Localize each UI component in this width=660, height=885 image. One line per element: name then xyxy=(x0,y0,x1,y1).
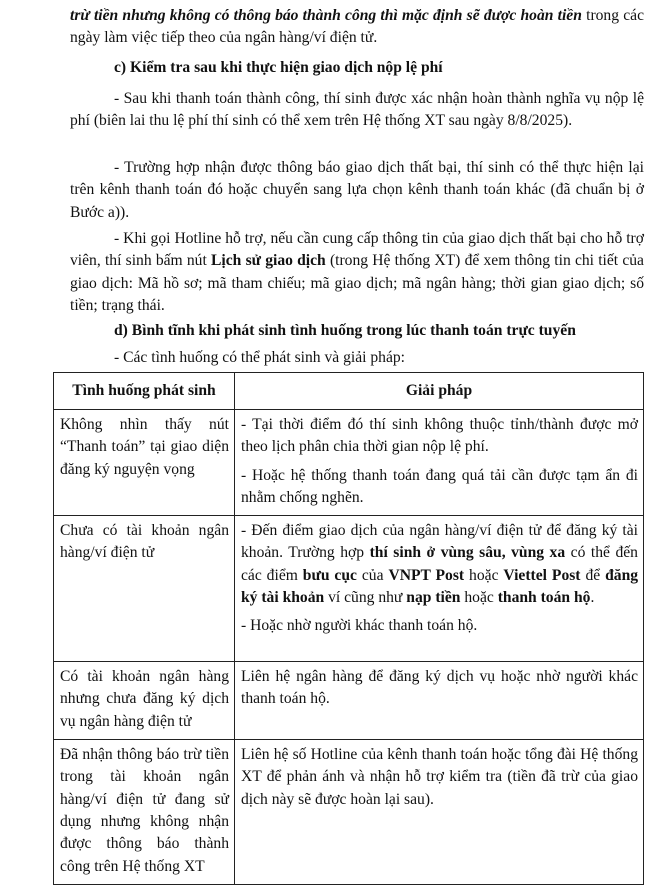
solution-line: - Tại thời điểm đó thí sinh không thuộc tỉnh/thành được mở theo lịch phân chia thời gian nộp lệ phí. xyxy=(241,416,638,456)
solution-bold: bưu cục xyxy=(302,566,357,584)
solution-cell xyxy=(235,516,644,662)
solution-text: hoặc xyxy=(464,566,504,584)
para3-text-b: (trong Hệ thống XT) để xem thông tin chi tiết của giao dịch: Mã hồ sơ; mã tham chiếu; mã giao dịch; mã ngân hàng; thời gian giao dịch; số tiền; trạng thái. xyxy=(70,252,644,314)
solution-line: Liên hệ ngân hàng để đăng ký dịch vụ hoặc nhờ người khác thanh toán hộ. xyxy=(241,668,638,708)
situations-table xyxy=(53,372,644,885)
solution-bold: đăng ký tài khoản xyxy=(241,566,639,607)
solution-bold: thí sinh ở vùng sâu, vùng xa xyxy=(369,544,566,562)
intro-bold-italic: trừ tiền nhưng không có thông báo thành công thì mặc định sẽ được hoàn tiền xyxy=(70,7,582,24)
solution-text: hoặc xyxy=(460,589,498,607)
solution-text: . xyxy=(590,589,595,607)
solution-text: để xyxy=(580,566,606,584)
table-row xyxy=(54,740,644,885)
table-header-row xyxy=(54,373,644,410)
solution-cell xyxy=(235,410,644,516)
section-c-para3 xyxy=(70,228,644,317)
solution-bold: nạp tiền xyxy=(406,589,461,607)
section-c-heading: c) Kiểm tra sau khi thực hiện giao dịch nộp lệ phí xyxy=(114,59,443,76)
solution-bold: Viettel Post xyxy=(503,566,581,584)
header-solution: Giải pháp xyxy=(235,373,644,410)
solution-line xyxy=(241,520,638,609)
intro-paragraph xyxy=(70,5,644,50)
solution-text: của xyxy=(356,566,389,584)
section-c-para1: - Sau khi thanh toán thành công, thí sinh được xác nhận hoàn thành nghĩa vụ nộp lệ phí (biên lai thu lệ phí thí sinh có thể xem trên Hệ thống XT sau ngày 8/8/2025). xyxy=(70,90,644,130)
solution-line: - Hoặc hệ thống thanh toán đang quá tải cần được tạm ẩn đi nhằm chống nghẽn. xyxy=(241,466,638,506)
solution-text: ví cũng như xyxy=(324,589,407,607)
situation-cell: Không nhìn thấy nút “Thanh toán” tại giao diện đăng ký nguyện vọng xyxy=(54,410,235,516)
solution-text: - Đến điểm giao dịch của ngân hàng/ví điện tử để đăng ký tài khoản. Trường hợp xyxy=(241,522,638,562)
section-d-lead: - Các tình huống có thể phát sinh và giải pháp: xyxy=(114,349,406,366)
solution-line: Liên hệ số Hotline của kênh thanh toán hoặc tổng đài Hệ thống XT để phản ánh và nhận hỗ trợ kiểm tra (tiền đã trừ của giao dịch này sẽ được hoàn lại sau). xyxy=(241,746,638,808)
situation-cell: Chưa có tài khoản ngân hàng/ví điện tử xyxy=(54,516,235,662)
solution-bold: thanh toán hộ xyxy=(497,589,591,607)
intro-rest: trong các ngày làm việc tiếp theo của ngân hàng/ví điện tử. xyxy=(70,7,644,47)
solution-text: có thể đến các điểm xyxy=(241,544,638,584)
solution-cell xyxy=(235,740,644,885)
situation-cell: Đã nhận thông báo trừ tiền trong tài khoản ngân hàng/ví điện tử đang sử dụng nhưng không nhận được thông báo thành công trên Hệ thống XT xyxy=(54,740,235,885)
table-row xyxy=(54,516,644,662)
solution-cell xyxy=(235,662,644,740)
header-situation: Tình huống phát sinh xyxy=(54,373,235,410)
para3-text-a: - Khi gọi Hotline hỗ trợ, nếu cần cung cấp thông tin của giao dịch thất bại cho hỗ trợ viên, thí sinh bấm nút xyxy=(70,230,644,270)
solution-bold: VNPT Post xyxy=(388,566,465,584)
section-c-para2: - Trường hợp nhận được thông báo giao dịch thất bại, thí sinh có thể thực hiện lại trên kênh thanh toán đó hoặc chuyển sang lựa chọn kênh thanh toán khác (đã chuẩn bị ở Bước a)). xyxy=(70,159,644,221)
section-d-heading: d) Bình tĩnh khi phát sinh tình huống trong lúc thanh toán trực tuyến xyxy=(114,322,576,339)
table-row xyxy=(54,410,644,516)
solution-line: - Hoặc nhờ người khác thanh toán hộ. xyxy=(241,617,478,635)
situation-cell: Có tài khoản ngân hàng nhưng chưa đăng ký dịch vụ ngân hàng điện tử xyxy=(54,662,235,740)
para3-transaction-history: Lịch sử giao dịch xyxy=(211,252,326,270)
table-row xyxy=(54,662,644,740)
